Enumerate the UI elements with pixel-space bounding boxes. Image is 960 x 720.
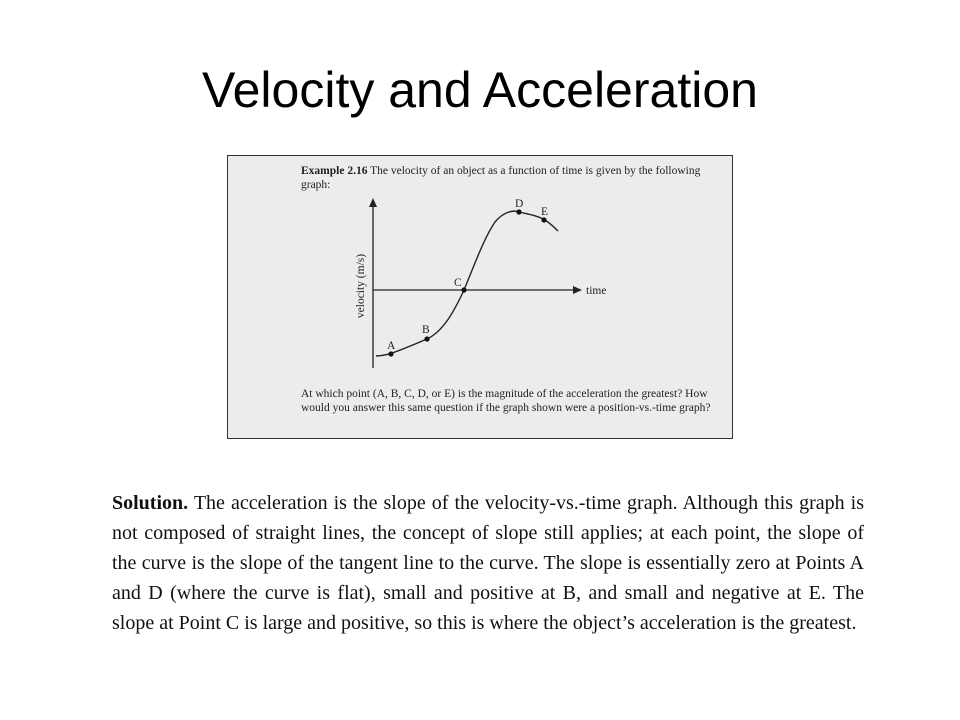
point-label-D: D [515,198,524,210]
solution-label: Solution. [112,492,189,514]
point-label-E: E [541,206,549,218]
y-axis-label: velocity (m/s) [355,253,367,319]
example-question: At which point (A, B, C, D, or E) is the magnitude of the acceleration the greatest? How would you answer this same question if the graph shown were a position-vs.-time graph? [301,388,711,414]
x-axis-arrow [573,286,582,294]
y-axis-arrow [369,198,377,207]
point-E [541,217,546,222]
point-label-B: B [422,324,430,336]
point-A [388,351,393,356]
solution-text: The acceleration is the slope of the velocity-vs.-time graph. Although this graph is not composed of straight lines, the concept of slope still applies; at each point, the slope of the curve is the slope of the tangent line to the curve. The slope is essentially zero at Points A and D (where the curve is flat), small and positive at B, and small and negative at E. The slope at Point C is large and positive, so this is where the object’s acceleration is the greatest. [112,492,864,634]
slide-title: Velocity and Acceleration [202,62,758,118]
example-label: Example 2.16 [301,165,368,177]
example-figure [227,155,733,439]
solution-paragraph [112,488,864,638]
point-label-C: C [454,277,462,289]
example-intro-text: The velocity of an object as a function of time is given by the following graph: [301,165,701,191]
point-label-A: A [387,340,396,352]
velocity-curve [376,211,558,356]
x-axis-label: time [586,285,607,297]
point-B [424,336,429,341]
point-C [461,287,466,292]
point-D [516,209,521,214]
